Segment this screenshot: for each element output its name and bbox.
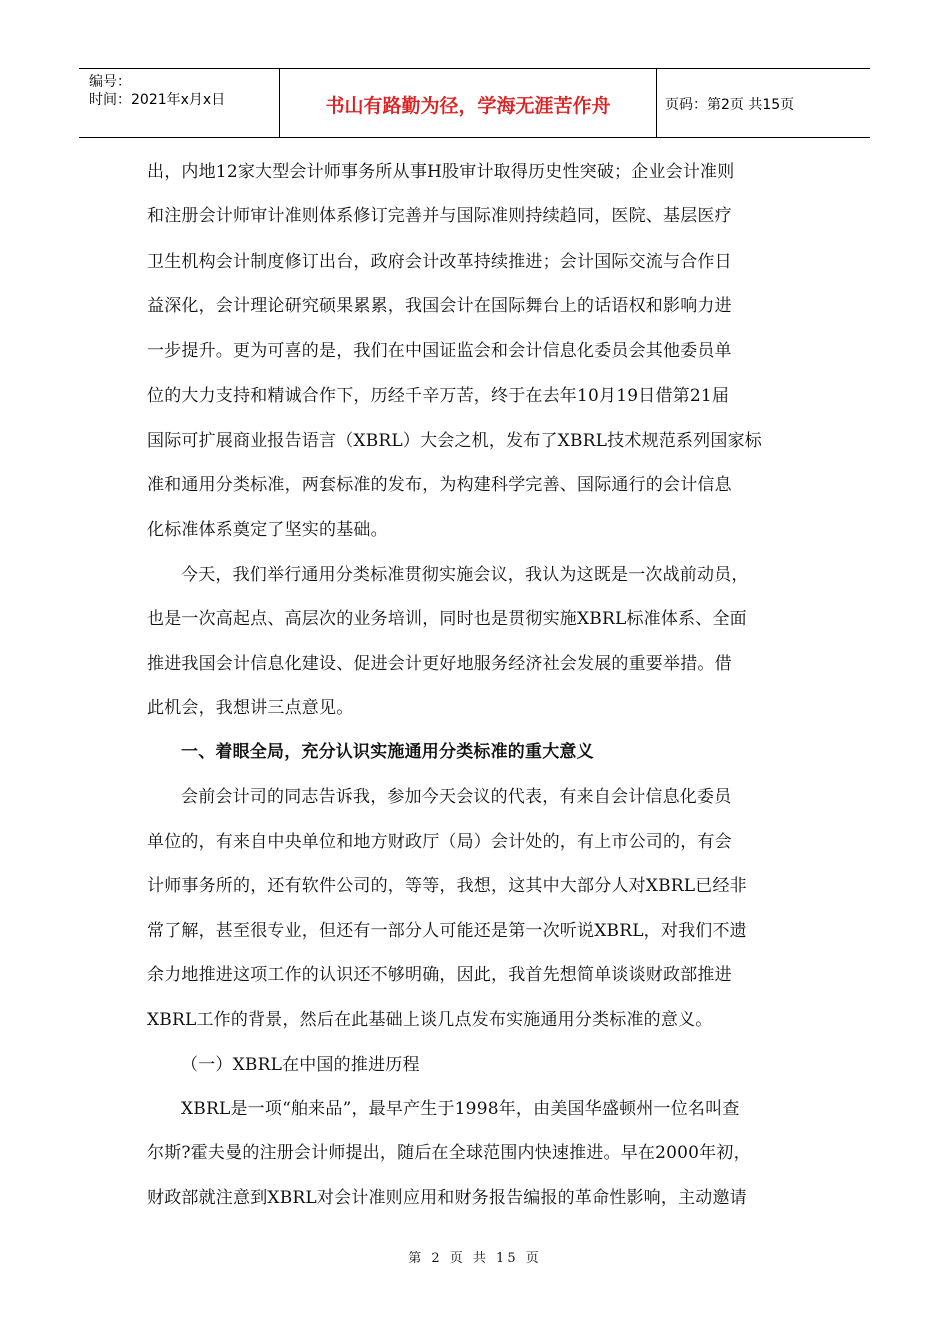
body-line-16: 单位的，有来自中央单位和地方财政厅（局）会计处的，有上市公司的，有会: [147, 832, 732, 852]
document-time-label: 时间：2021年x月x日: [89, 92, 226, 108]
header-page-code: 页码：第2页 共15页: [665, 97, 795, 113]
body-line-20: XBRL工作的背景，然后在此基础上谈几点发布实施通用分类标准的意义。: [147, 1010, 713, 1030]
body-line-23: 尔斯?霍夫曼的注册会计师提出，随后在全球范围内快速推进。早在2000年初，: [147, 1143, 751, 1163]
body-line-17: 计师事务所的，还有软件公司的，等等，我想，这其中大部分人对XBRL已经非: [147, 876, 747, 896]
header-motto: 书山有路勤为径，学海无涯苦作舟: [325, 95, 611, 117]
footer-page-indicator: 第 2 页 共 15 页: [408, 1251, 542, 1266]
header-page-cell: [657, 69, 870, 137]
body-line-5: 一步提升。更为可喜的是，我们在中国证监会和会计信息化委员会其他委员单: [147, 341, 732, 361]
header-motto-cell: [280, 69, 657, 137]
body-line-1: 出，内地12家大型会计师事务所从事H股审计取得历史性突破；企业会计准则: [147, 162, 735, 182]
body-line-15: 会前会计司的同志告诉我，参加今天会议的代表，有来自会计信息化委员: [181, 787, 732, 807]
body-line-8: 准和通用分类标准，两套标准的发布，为构建科学完善、国际通行的会计信息: [147, 475, 732, 495]
body-line-11: 也是一次高起点、高层次的业务培训，同时也是贯彻实施XBRL标准体系、全面: [147, 609, 747, 629]
subsection-heading-1: （一）XBRL在中国的推进历程: [181, 1055, 420, 1075]
header-table: [79, 68, 870, 138]
body-line-2: 和注册会计师审计准则体系修订完善并与国际准则持续趋同，医院、基层医疗: [147, 206, 732, 226]
body-line-9: 化标准体系奠定了坚实的基础。: [147, 520, 388, 540]
body-line-4: 益深化，会计理论研究硕果累累，我国会计在国际舞台上的话语权和影响力进: [147, 296, 732, 316]
body-line-22: XBRL是一项“舶来品”，最早产生于1998年，由美国华盛顿州一位名叫查: [181, 1099, 740, 1119]
body-line-24: 财政部就注意到XBRL对会计准则应用和财务报告编报的革命性影响，主动邀请: [147, 1188, 747, 1208]
body-line-6: 位的大力支持和精诚合作下，历经千辛万苦，终于在去年10月19日借第21届: [147, 386, 730, 406]
body-line-7: 国际可扩展商业报告语言（XBRL）大会之机，发布了XBRL技术规范系列国家标: [147, 431, 762, 451]
body-line-13: 此机会，我想讲三点意见。: [147, 698, 354, 718]
body-line-19: 余力地推进这项工作的认识还不够明确，因此，我首先想简单谈谈财政部推进: [147, 965, 732, 985]
body-line-18: 常了解，甚至很专业，但还有一部分人可能还是第一次听说XBRL，对我们不遗: [147, 921, 747, 941]
section-heading-1: 一、着眼全局，充分认识实施通用分类标准的重大意义: [181, 742, 594, 762]
header-info-cell: [79, 69, 280, 137]
body-line-3: 卫生机构会计制度修订出台，政府会计改革持续推进；会计国际交流与合作日: [147, 252, 732, 272]
document-number-label: 编号：: [89, 74, 131, 90]
body-line-12: 推进我国会计信息化建设、促进会计更好地服务经济社会发展的重要举措。借: [147, 654, 732, 674]
body-line-10: 今天，我们举行通用分类标准贯彻实施会议，我认为这既是一次战前动员，: [181, 565, 749, 585]
